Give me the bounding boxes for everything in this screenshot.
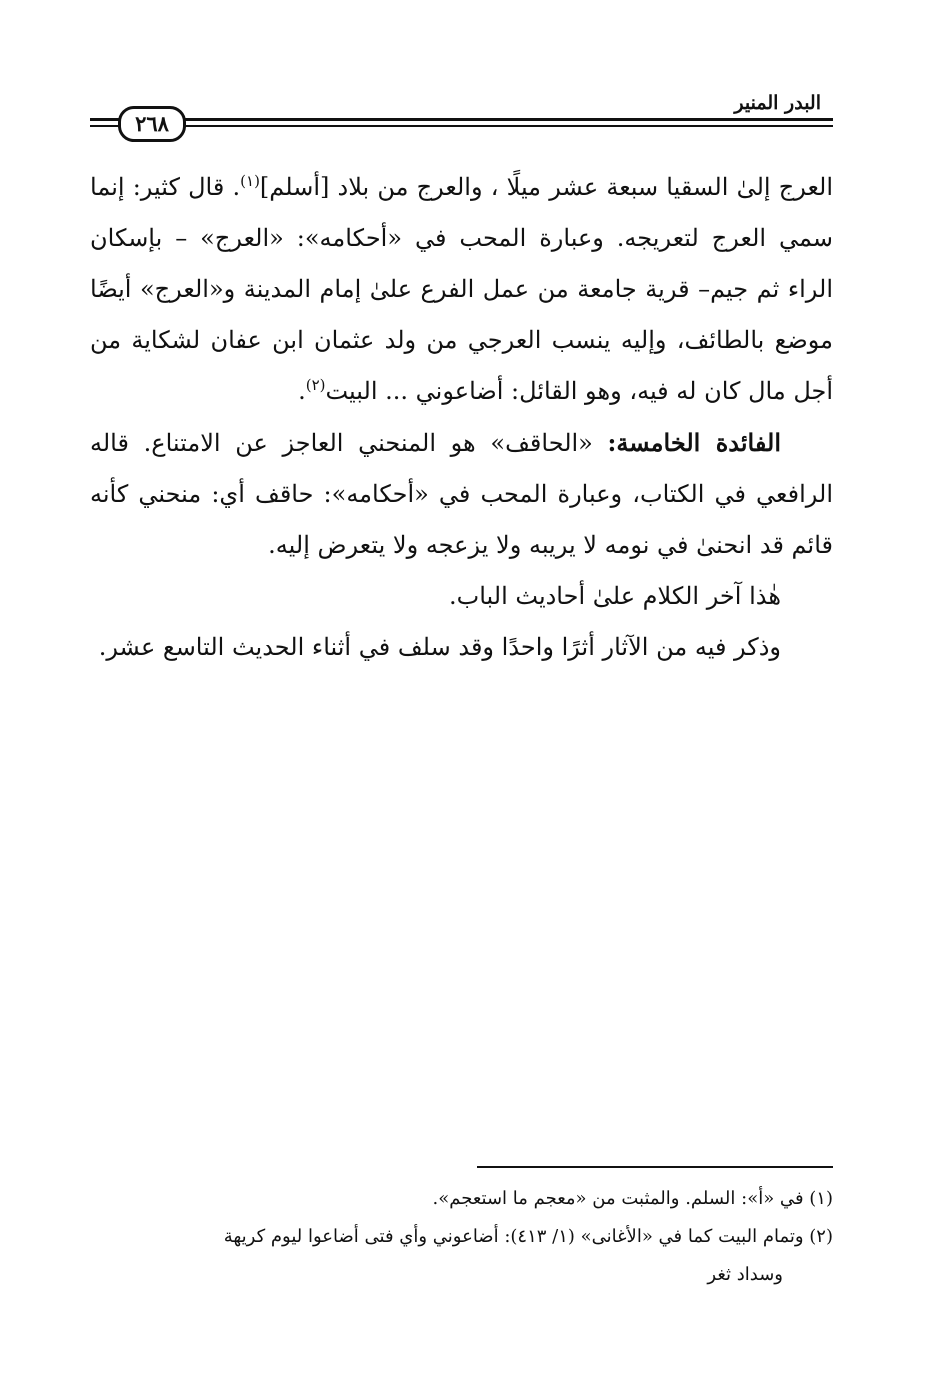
- paragraph-end: .: [298, 377, 306, 405]
- paragraph-al-arj: [90, 162, 833, 417]
- paragraph-fifth-benefit: [90, 417, 833, 571]
- footnote-2: (٢) وتمام البيت كما في «الأغانى» (١/ ٤١٣): أضاعوني وأي فتى أضاعوا ليوم كريهة: [223, 1226, 833, 1247]
- main-text: [90, 162, 833, 673]
- header-rule: [90, 118, 833, 121]
- running-header: [90, 92, 833, 142]
- footnotes: [90, 1180, 833, 1294]
- paragraph-text: هٰذا آخر الكلام علىٰ أحاديث الباب.: [448, 582, 781, 610]
- header-rule-thin: [90, 125, 833, 127]
- paragraph-text: وذكر فيه من الآثار أثرًا واحدًا وقد سلف في أثناء الحديث التاسع عشر.: [98, 633, 781, 661]
- paragraph-chapter-end: [90, 571, 833, 622]
- section-lead: الفائدة الخامسة:: [607, 428, 781, 457]
- paragraph-text-continued: . قال كثير: إنما سمي العرج لتعريجه. وعبارة المحب في «أحكامه»: «العرج» – بإسكان الراء ثم جيم– قرية جامعة من عمل الفرع علىٰ إمام المدينة و«العرج» أيضًا موضع بالطائف، وإليه ينسب العرجي من ولد عثمان ابن عفان لشكاية من أجل مال كان له فيه، وهو القائل: أضاعوني ... البيت: [90, 173, 833, 405]
- paragraph-text: «الحاقف» هو المنحني العاجز عن الامتناع. قاله الرافعي في الكتاب، وعبارة المحب في «أحكامه»: حاقف أي: منحني كأنه قائم قد انحنىٰ في نومه لا يريبه ولا يزعجه ولا يتعرض إليه.: [90, 429, 833, 559]
- footnote-2-continuation: وسداد ثغر: [707, 1264, 783, 1285]
- footnote-ref-2: (٢): [305, 376, 326, 394]
- book-title: البدر المنير: [734, 92, 821, 114]
- footnote-1: (١) في «أ»: السلم. والمثبت من «معجم ما استعجم».: [432, 1188, 833, 1209]
- paragraph-athar: [90, 622, 833, 673]
- footnote-separator: [477, 1166, 833, 1168]
- paragraph-text: العرج إلىٰ السقيا سبعة عشر ميلًا ، والعرج من بلاد [أسلم]: [259, 173, 834, 201]
- page-number: ٢٦٨: [118, 106, 186, 142]
- footnote-ref-1: (١): [240, 172, 260, 190]
